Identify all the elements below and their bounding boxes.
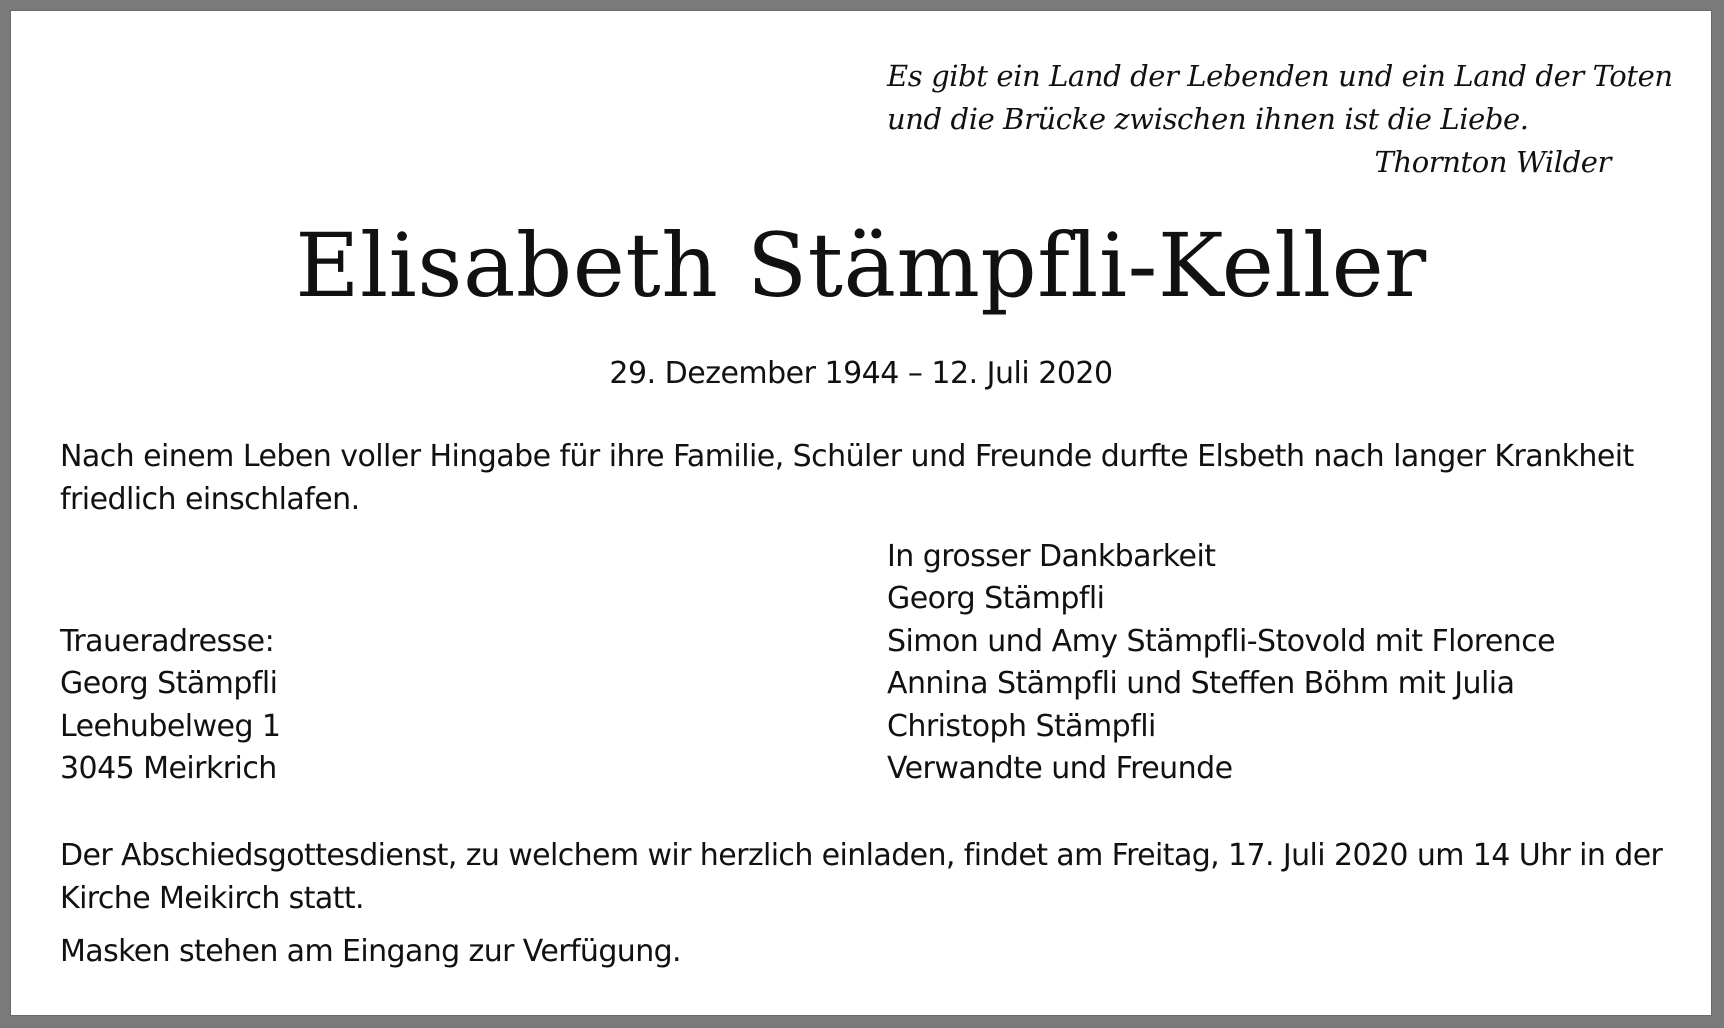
masks-note: Masken stehen am Eingang zur Verfügung.: [60, 934, 681, 969]
address-line-3: 3045 Meirkrich: [60, 751, 277, 787]
life-dates: 29. Dezember 1944 – 12. Juli 2020: [609, 356, 1113, 391]
mourners-line-5: Christoph Stämpfli: [887, 708, 1156, 744]
obituary-notice: [11, 11, 1711, 1015]
epigraph-quote: [887, 55, 1673, 184]
quote-author: Thornton Wilder: [1374, 145, 1611, 179]
quote-line-1: Es gibt ein Land der Lebenden und ein Land der Toten: [887, 59, 1673, 93]
mourners-line-6: Verwandte und Freunde: [887, 751, 1233, 787]
address-line-2: Leehubelweg 1: [60, 708, 281, 744]
intro-paragraph: [60, 435, 1680, 521]
quote-line-2: und die Brücke zwischen ihnen ist die Liebe.: [887, 102, 1529, 136]
address-label: Traueradresse:: [60, 624, 275, 659]
mourners-line-3: Simon und Amy Stämpfli-Stovold mit Florence: [887, 623, 1556, 659]
service-line-1: Der Abschiedsgottesdienst, zu welchem wir herzlich einladen, findet am Freitag, 17. Juli 2020 um 14 Uhr in der: [60, 838, 1663, 873]
intro-line-1: Nach einem Leben voller Hingabe für ihre Familie, Schüler und Freunde durfte Elsbeth nach langer Krankheit: [60, 439, 1634, 474]
intro-line-2: friedlich einschlafen.: [60, 482, 360, 517]
mourners-line-1: In grosser Dankbarkeit: [887, 539, 1216, 574]
mourning-address: [60, 621, 660, 791]
mourners-line-4: Annina Stämpfli und Steffen Böhm mit Julia: [887, 666, 1515, 702]
deceased-name: Elisabeth Stämpfli-Keller: [295, 214, 1427, 317]
mourners-line-2: Georg Stämpfli: [887, 581, 1105, 617]
address-line-1: Georg Stämpfli: [60, 666, 278, 702]
mourners-list: [887, 536, 1667, 790]
funeral-service-paragraph: [60, 834, 1690, 920]
service-line-2: Kirche Meikirch statt.: [60, 881, 364, 916]
